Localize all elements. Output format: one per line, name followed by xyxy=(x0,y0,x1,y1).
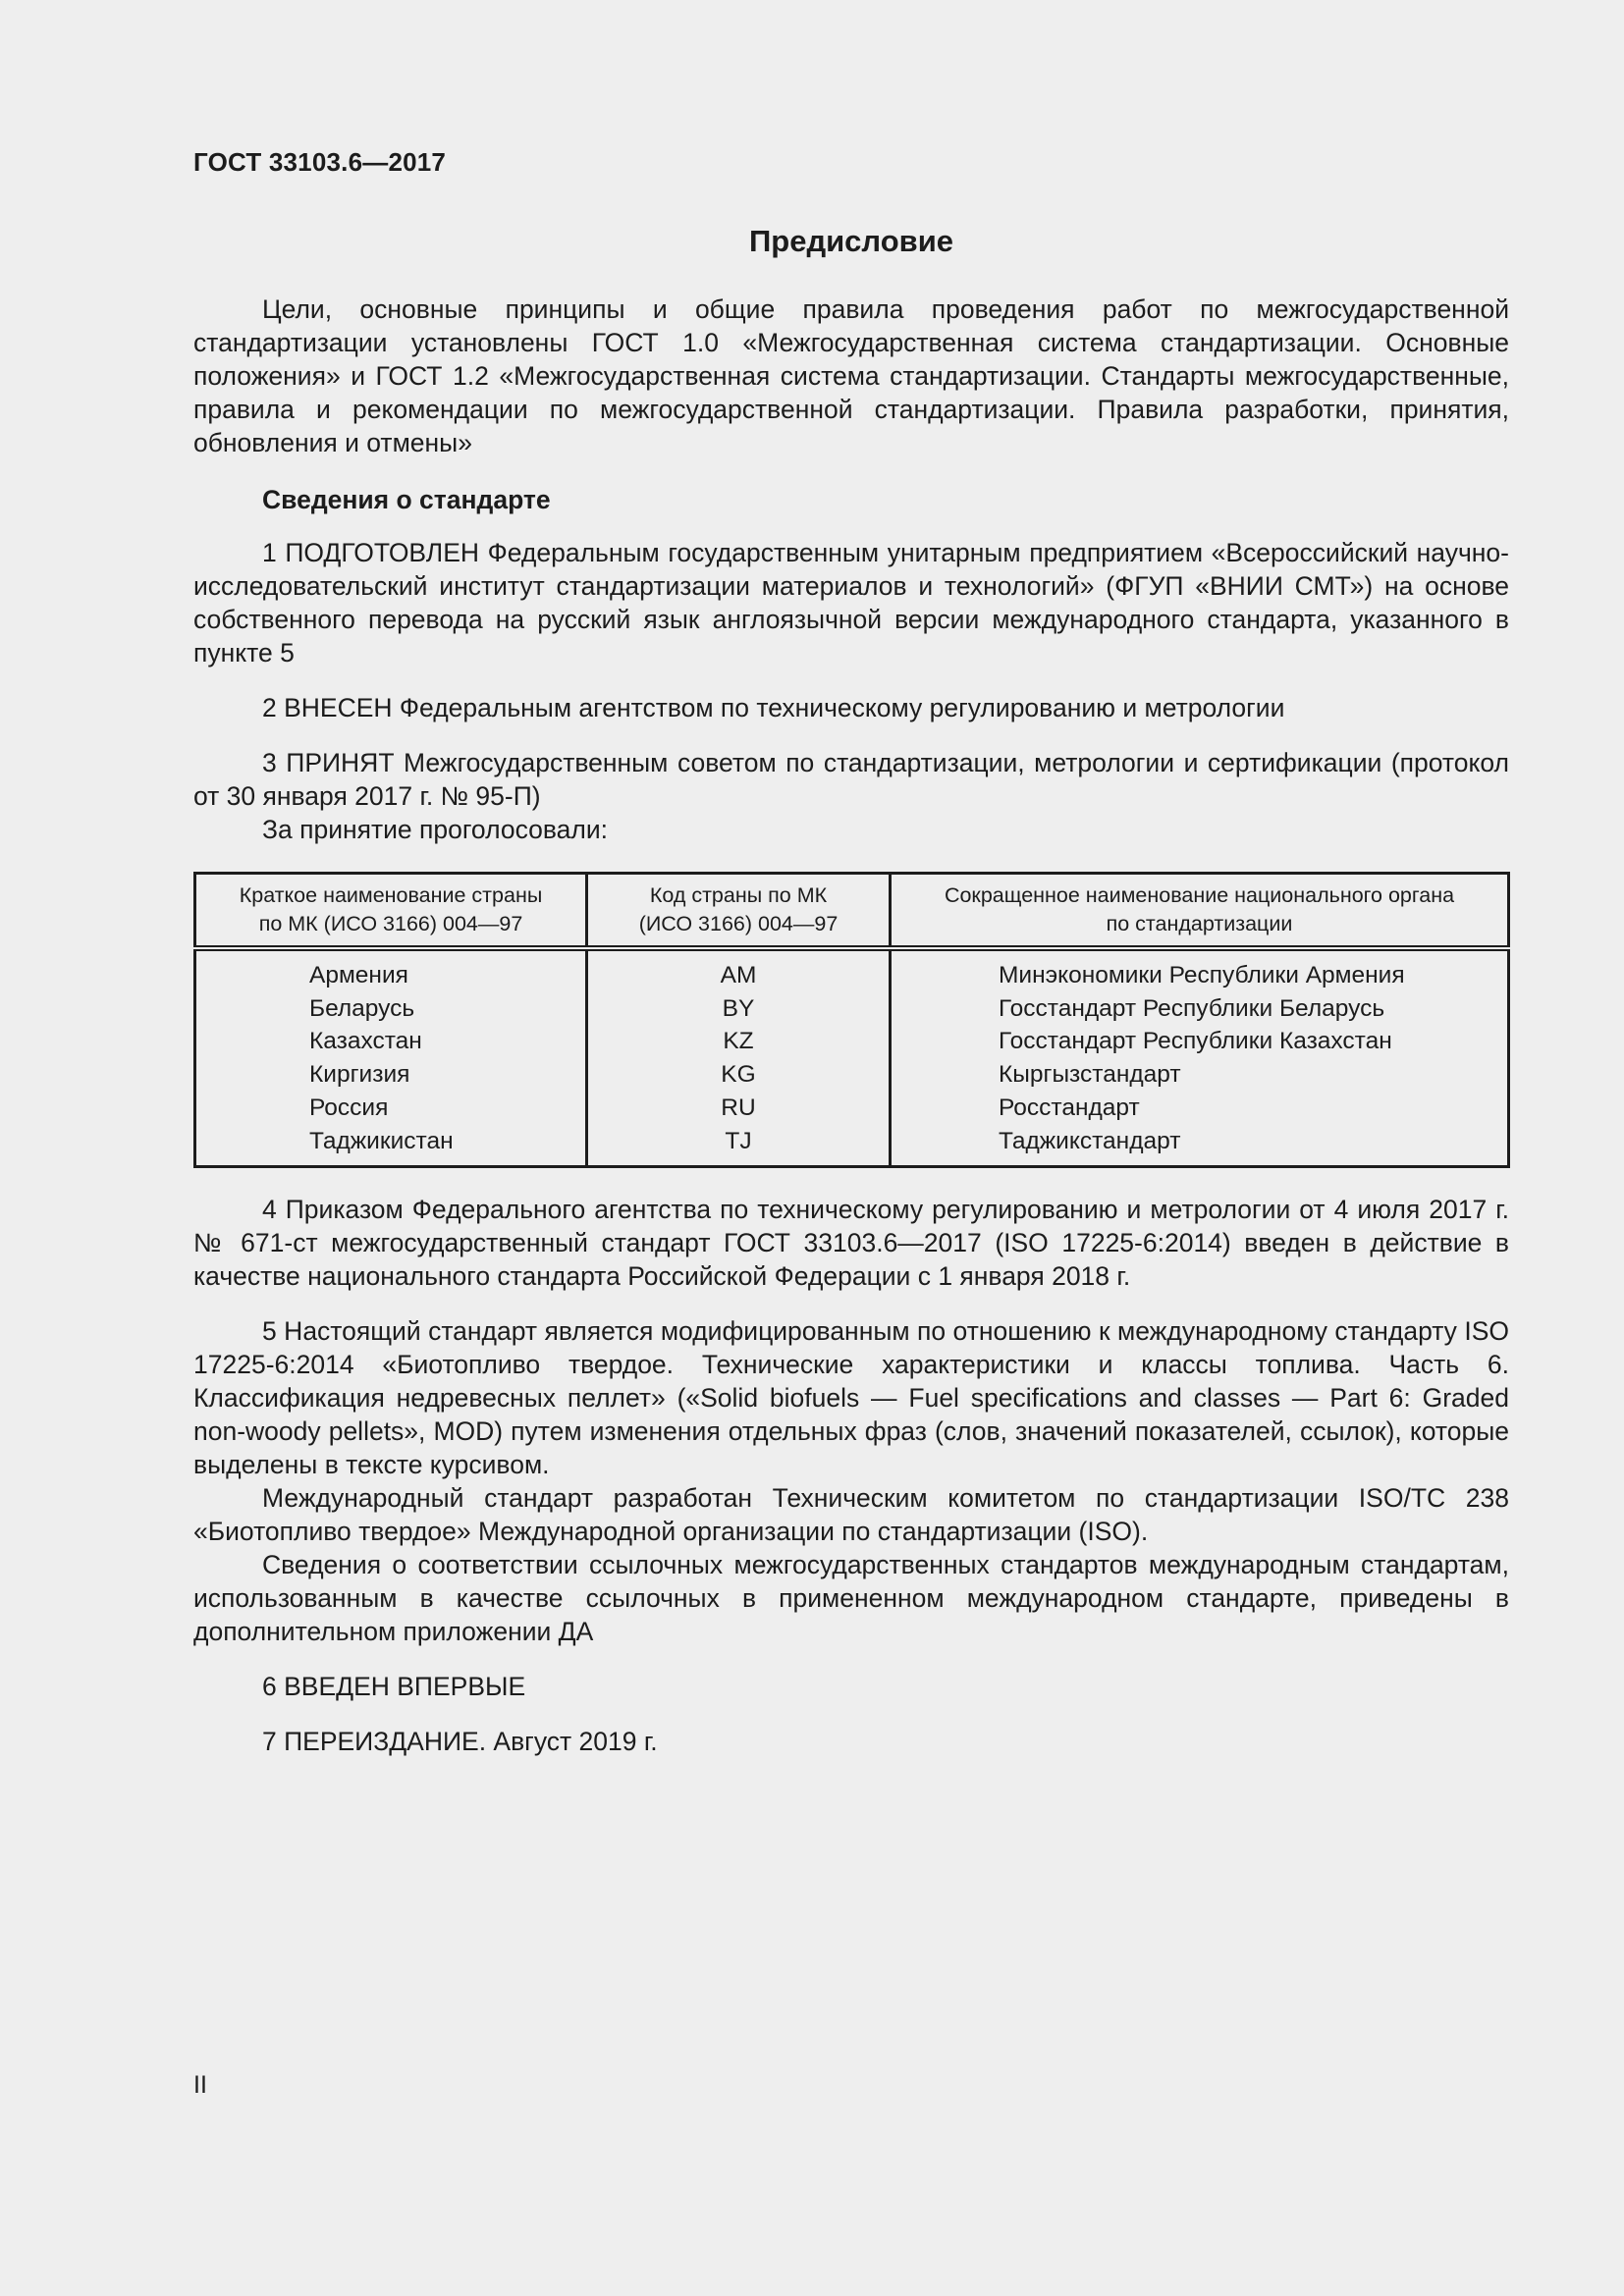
header-country-code-line-1: Код страны по МК xyxy=(649,883,828,907)
table-cell: Росстандарт xyxy=(999,1094,1140,1121)
item-5-references-paragraph: Сведения о соответствии ссылочных межгосударственных стандартов международным стандартам, использованным в качестве ссылочных в примененном международном стандарте, приведены в дополнительном приложении ДА xyxy=(193,1550,1509,1646)
table-cell: Минэкономики Республики Армения xyxy=(999,962,1405,988)
voters-table xyxy=(193,872,1510,1168)
table-header-row xyxy=(195,874,1509,949)
table-cell: Киргизия xyxy=(309,1061,410,1089)
table-cell: KZ xyxy=(723,1028,754,1055)
header-country-code-line-2: (ИСО 3166) 004—97 xyxy=(638,912,839,935)
intro-paragraph: Цели, основные принципы и общие правила проведения работ по межгосударственной стандартизации установлены ГОСТ 1.0 «Межгосударственная система стандартизации. Основные положения» и ГОСТ 1.2 «Межгосударственная система стандартизации. Стандарты межгосударственные, правила и рекомендации по межгосударственной стандартизации. Правила разработки, принятия, обновления и отмены» xyxy=(193,294,1509,457)
table-cell: Таджикистан xyxy=(309,1127,454,1154)
item-5-committee-paragraph: Международный стандарт разработан Техническим комитетом по стандартизации ISO/TC 238 «Биотопливо твердое» Международной организации по стандартизации (ISO). xyxy=(193,1483,1509,1546)
header-standards-body xyxy=(891,874,1509,949)
header-country-code xyxy=(587,874,891,949)
table-cell: Россия xyxy=(309,1094,389,1121)
post-table-block xyxy=(193,1193,1509,1758)
item-4-paragraph: 4 Приказом Федерального агентства по техническому регулированию и метрологии от 4 июля 2017 г. № 671-ст межгосударственный стандарт ГОСТ 33103.6—2017 (ISO 17225-6:2014) введен в действие в качестве национального стандарта Российской Федерации с 1 января 2018 г. xyxy=(193,1195,1509,1291)
table-cell: Казахстан xyxy=(309,1028,422,1055)
standards-body-column xyxy=(891,948,1509,1167)
document-id: ГОСТ 33103.6—2017 xyxy=(193,147,447,177)
header-standards-body-line-2: по стандартизации xyxy=(1106,912,1293,935)
voted-label: За принятие проголосовали: xyxy=(262,815,609,844)
table-cell: BY xyxy=(722,994,755,1022)
table-cell: TJ xyxy=(725,1127,752,1154)
header-standards-body-line-1: Сокращенное наименование национального органа xyxy=(944,883,1455,907)
table-cell: Беларусь xyxy=(309,994,415,1022)
item-7-paragraph: 7 ПЕРЕИЗДАНИЕ. Август 2019 г. xyxy=(262,1727,658,1756)
item-5-paragraph: 5 Настоящий стандарт является модифицированным по отношению к международному стандарту ISO 17225-6:2014 «Биотопливо твердое. Технические характеристики и классы топлива. Часть 6. Классификация недревесных пеллет» («Solid biofuels — Fuel specifications and classes — Part 6: Graded non-woody pellets», MOD) путем изменения отдельных фраз (слов, значений показателей, ссылок), которые выделены в тексте курсивом. xyxy=(193,1316,1509,1479)
country-name-column xyxy=(195,948,587,1167)
item-2-paragraph: 2 ВНЕСЕН Федеральным агентством по техническому регулированию и метрологии xyxy=(262,693,1285,722)
table-cell: Госстандарт Республики Беларусь xyxy=(999,994,1385,1022)
table-cell: RU xyxy=(721,1094,756,1121)
table-body-row xyxy=(195,948,1509,1167)
header-country-name-line-1: Краткое наименование страны xyxy=(239,883,543,907)
table-cell: KG xyxy=(721,1061,756,1089)
header-country-name xyxy=(195,874,587,949)
section-title: Сведения о стандарте xyxy=(262,485,551,514)
table-cell: Таджикстандарт xyxy=(999,1127,1181,1154)
item-1-paragraph: 1 ПОДГОТОВЛЕН Федеральным государственным унитарным предприятием «Всероссийский научно-исследовательский институт стандартизации материалов и технологий» (ФГУП «ВНИИ СМТ») на основе собственного перевода на русский язык англоязычной версии международного стандарта, указанного в пункте 5 xyxy=(193,538,1509,667)
header-country-name-line-2: по МК (ИСО 3166) 004—97 xyxy=(258,912,523,935)
page-number: II xyxy=(193,2071,207,2099)
page-title: Предисловие xyxy=(748,224,953,258)
country-code-column xyxy=(587,948,891,1167)
item-3-paragraph: 3 ПРИНЯТ Межгосударственным советом по стандартизации, метрологии и сертификации (протокол от 30 января 2017 г. № 95-П) xyxy=(193,748,1509,811)
table-cell: AM xyxy=(720,962,757,988)
table-cell: Госстандарт Республики Казахстан xyxy=(999,1028,1392,1055)
table-cell: Армения xyxy=(309,962,408,988)
item-6-paragraph: 6 ВВЕДЕН ВПЕРВЫЕ xyxy=(262,1672,526,1701)
table-cell: Кыргызстандарт xyxy=(999,1061,1181,1089)
intro-block xyxy=(193,293,1509,846)
